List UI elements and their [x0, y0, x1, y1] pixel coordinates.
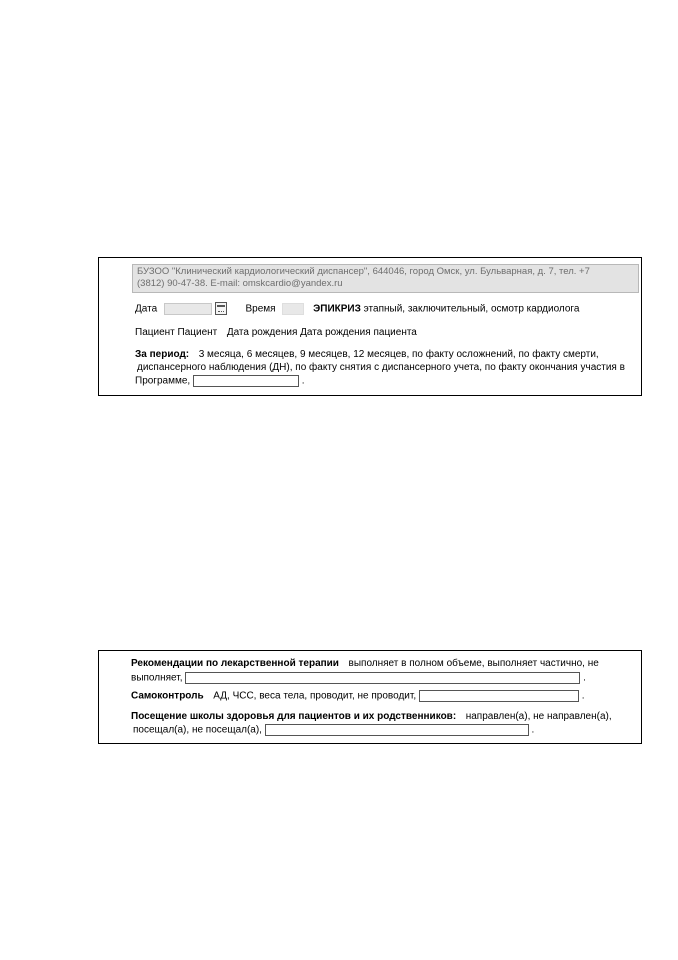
school-other-input[interactable] [265, 724, 529, 736]
therapy-options[interactable]: выполняет в полном объеме, выполняет частично, не [348, 658, 599, 669]
date-time-row [135, 303, 579, 316]
org-header-line-1: БУЗОО "Клинический кардиологический диспансер", 644046, город Омск, ул. Бульварная, д. 7, тел. +7 [137, 266, 590, 277]
epicrisis-type-options[interactable]: этапный, заключительный, осмотр кардиолога [363, 303, 580, 315]
school-row-2 [133, 724, 534, 737]
period-row-2 [137, 362, 625, 374]
school-row-1 [131, 711, 612, 723]
recommendations-panel [98, 650, 642, 744]
school-label: Посещение школы здоровья для пациентов и их родственников: [131, 711, 457, 722]
org-header-line-2: (3812) 90-47-38. E-mail: omskcardio@yandex.ru [137, 278, 343, 289]
selfcontrol-options[interactable]: АД, ЧСС, веса тела, проводит, не проводит, [213, 690, 417, 702]
period-end-dot: . [301, 375, 305, 387]
therapy-end-dot: . [583, 672, 586, 684]
period-options-line-3[interactable]: Программе, [135, 375, 191, 387]
school-options-2[interactable]: посещал(а), не посещал(а), [133, 724, 262, 736]
dob-label: Дата рождения [226, 327, 298, 338]
epicrisis-title: ЭПИКРИЗ [313, 303, 361, 315]
time-field[interactable] [282, 303, 304, 315]
period-other-input[interactable] [193, 375, 299, 387]
period-label: За период: [135, 349, 190, 360]
calendar-icon[interactable] [215, 302, 227, 315]
school-end-dot: . [531, 724, 535, 736]
school-options[interactable]: направлен(а), не направлен(а), [465, 711, 612, 722]
patient-value: Пациент [177, 327, 218, 338]
therapy-label: Рекомендации по лекарственной терапии [131, 658, 339, 669]
period-row-1 [135, 349, 599, 361]
patient-label: Пациент [135, 327, 175, 338]
period-row-3 [135, 375, 305, 388]
period-options-line-2[interactable]: диспансерного наблюдения (ДН), по факту снятия с диспансерного учета, по факту окончания участия в [137, 362, 625, 373]
therapy-row-1 [131, 658, 599, 670]
selfcontrol-row [131, 690, 584, 703]
selfcontrol-label: Самоконтроль [131, 690, 204, 702]
dob-value: Дата рождения пациента [300, 327, 417, 338]
selfcontrol-end-dot: . [581, 690, 585, 702]
epicrisis-header-panel [98, 257, 642, 396]
organization-header [132, 264, 639, 293]
selfcontrol-other-input[interactable] [419, 690, 579, 702]
date-field[interactable] [164, 303, 212, 315]
date-label: Дата [135, 303, 158, 315]
period-options-line-1[interactable]: 3 месяца, 6 месяцев, 9 месяцев, 12 месяцев, по факту осложнений, по факту смерти, [198, 349, 599, 360]
therapy-options-2[interactable]: выполняет, [131, 672, 183, 684]
patient-row [135, 327, 417, 339]
therapy-other-input[interactable] [185, 672, 580, 684]
therapy-row-2 [131, 672, 586, 685]
time-label: Время [245, 303, 276, 315]
